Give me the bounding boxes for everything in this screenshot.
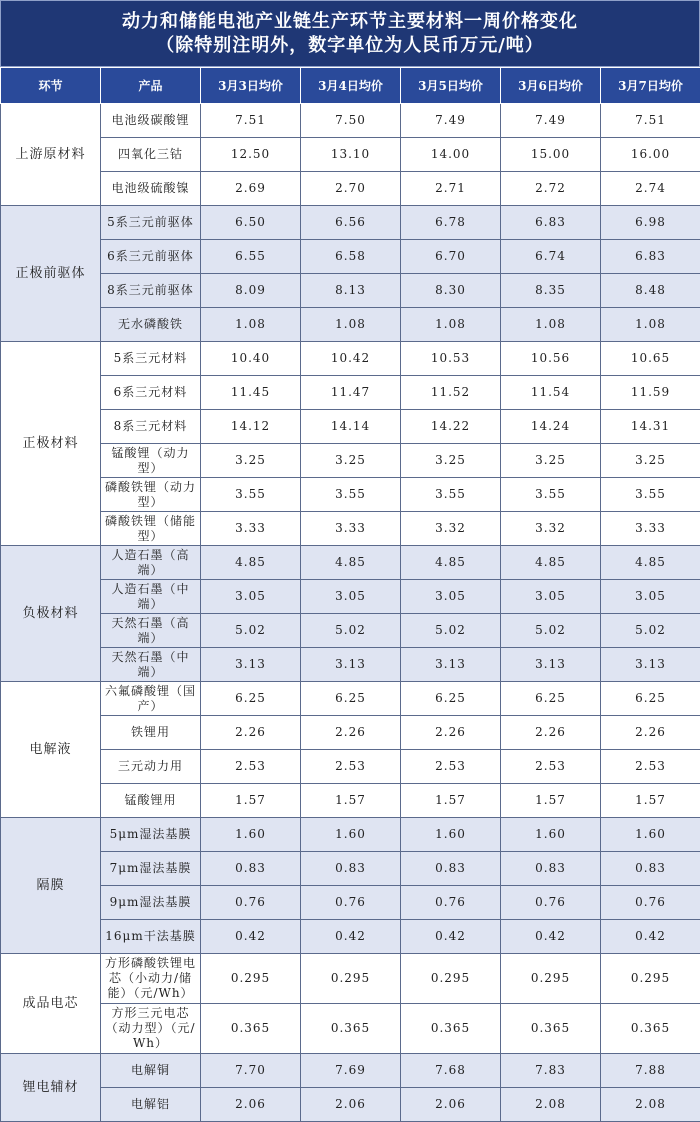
table-row [1, 546, 700, 580]
table-row [1, 852, 700, 886]
price-cell: 2.71 [401, 172, 501, 206]
price-cell: 1.57 [401, 784, 501, 818]
price-cell: 3.13 [501, 648, 601, 682]
price-cell: 3.13 [201, 648, 301, 682]
price-table [0, 67, 700, 1122]
price-cell: 2.53 [401, 750, 501, 784]
price-cell: 8.35 [501, 274, 601, 308]
price-cell: 2.72 [501, 172, 601, 206]
price-cell: 6.98 [601, 206, 700, 240]
price-cell: 14.12 [201, 410, 301, 444]
title-line-2: （除特别注明外，数字单位为人民币万元/吨） [156, 34, 544, 58]
product-cell: 9μm湿法基膜 [101, 886, 201, 920]
price-cell: 3.33 [201, 512, 301, 546]
price-cell: 11.45 [201, 376, 301, 410]
price-cell: 10.53 [401, 342, 501, 376]
price-cell: 10.40 [201, 342, 301, 376]
price-cell: 2.74 [601, 172, 700, 206]
price-cell: 2.53 [601, 750, 700, 784]
header-product: 产品 [101, 68, 201, 104]
price-cell: 3.55 [601, 478, 700, 512]
price-cell: 14.14 [301, 410, 401, 444]
price-cell: 2.53 [501, 750, 601, 784]
header-row [1, 68, 700, 104]
price-cell: 3.32 [501, 512, 601, 546]
price-cell: 2.69 [201, 172, 301, 206]
product-cell: 四氧化三钴 [101, 138, 201, 172]
price-cell: 3.05 [301, 580, 401, 614]
table-row [1, 274, 700, 308]
table-row [1, 1004, 700, 1054]
price-cell: 3.05 [201, 580, 301, 614]
price-cell: 1.57 [301, 784, 401, 818]
header-date-4: 3月6日均价 [501, 68, 601, 104]
product-cell: 三元动力用 [101, 750, 201, 784]
table-row [1, 104, 700, 138]
header-date-5: 3月7日均价 [601, 68, 700, 104]
price-cell: 1.08 [301, 308, 401, 342]
price-cell: 0.295 [401, 954, 501, 1004]
title-line-1: 动力和储能电池产业链生产环节主要材料一周价格变化 [122, 10, 578, 34]
table-row [1, 478, 700, 512]
price-cell: 1.60 [301, 818, 401, 852]
price-cell: 7.51 [601, 104, 700, 138]
price-cell: 0.42 [301, 920, 401, 954]
price-cell: 5.02 [201, 614, 301, 648]
price-cell: 1.60 [201, 818, 301, 852]
price-cell: 6.25 [601, 682, 700, 716]
price-cell: 4.85 [601, 546, 700, 580]
price-cell: 3.13 [601, 648, 700, 682]
price-cell: 3.25 [201, 444, 301, 478]
price-cell: 6.55 [201, 240, 301, 274]
price-cell: 3.55 [401, 478, 501, 512]
price-cell: 7.49 [401, 104, 501, 138]
price-cell: 2.53 [301, 750, 401, 784]
price-cell: 0.42 [201, 920, 301, 954]
product-cell: 6系三元前驱体 [101, 240, 201, 274]
price-cell: 0.365 [601, 1004, 700, 1054]
price-cell: 3.25 [601, 444, 700, 478]
price-cell: 5.02 [501, 614, 601, 648]
segment-cell: 隔膜 [1, 818, 101, 954]
product-cell: 六氟磷酸锂（国产） [101, 682, 201, 716]
price-cell: 7.70 [201, 1054, 301, 1088]
price-cell: 0.365 [201, 1004, 301, 1054]
table-row [1, 444, 700, 478]
price-cell: 1.08 [401, 308, 501, 342]
price-cell: 3.55 [501, 478, 601, 512]
price-cell: 6.83 [501, 206, 601, 240]
price-cell: 6.78 [401, 206, 501, 240]
price-cell: 2.26 [501, 716, 601, 750]
table-row [1, 1088, 700, 1122]
table-row [1, 784, 700, 818]
product-cell: 人造石墨（中端） [101, 580, 201, 614]
price-cell: 11.59 [601, 376, 700, 410]
price-cell: 7.49 [501, 104, 601, 138]
price-cell: 5.02 [601, 614, 700, 648]
price-cell: 3.32 [401, 512, 501, 546]
price-cell: 4.85 [201, 546, 301, 580]
price-cell: 1.08 [501, 308, 601, 342]
segment-cell: 电解液 [1, 682, 101, 818]
price-cell: 13.10 [301, 138, 401, 172]
segment-cell: 锂电辅材 [1, 1054, 101, 1122]
price-cell: 1.60 [601, 818, 700, 852]
price-cell: 0.365 [401, 1004, 501, 1054]
price-cell: 2.06 [301, 1088, 401, 1122]
product-cell: 电解铜 [101, 1054, 201, 1088]
product-cell: 方形三元电芯（动力型）（元/Wh） [101, 1004, 201, 1054]
price-cell: 16.00 [601, 138, 700, 172]
price-cell: 0.83 [301, 852, 401, 886]
price-cell: 12.50 [201, 138, 301, 172]
table-row [1, 240, 700, 274]
price-cell: 4.85 [401, 546, 501, 580]
price-cell: 5.02 [301, 614, 401, 648]
price-cell: 6.25 [401, 682, 501, 716]
price-cell: 0.42 [501, 920, 601, 954]
price-cell: 14.31 [601, 410, 700, 444]
price-cell: 7.69 [301, 1054, 401, 1088]
price-cell: 10.56 [501, 342, 601, 376]
price-cell: 2.70 [301, 172, 401, 206]
price-cell: 0.83 [201, 852, 301, 886]
price-cell: 6.70 [401, 240, 501, 274]
price-cell: 1.57 [601, 784, 700, 818]
table-row [1, 376, 700, 410]
table-row [1, 206, 700, 240]
price-cell: 0.76 [201, 886, 301, 920]
price-cell: 8.30 [401, 274, 501, 308]
price-cell: 8.48 [601, 274, 700, 308]
product-cell: 8系三元前驱体 [101, 274, 201, 308]
price-cell: 3.33 [301, 512, 401, 546]
table-row [1, 342, 700, 376]
table-row [1, 580, 700, 614]
price-cell: 3.55 [301, 478, 401, 512]
price-cell: 11.47 [301, 376, 401, 410]
table-row [1, 750, 700, 784]
product-cell: 电解铝 [101, 1088, 201, 1122]
price-cell: 6.25 [301, 682, 401, 716]
price-cell: 8.09 [201, 274, 301, 308]
product-cell: 5系三元前驱体 [101, 206, 201, 240]
price-cell: 2.26 [201, 716, 301, 750]
price-cell: 0.83 [601, 852, 700, 886]
price-cell: 11.52 [401, 376, 501, 410]
price-cell: 0.295 [301, 954, 401, 1004]
segment-cell: 上游原材料 [1, 104, 101, 206]
price-cell: 1.57 [201, 784, 301, 818]
table-row [1, 682, 700, 716]
price-cell: 3.05 [501, 580, 601, 614]
price-cell: 14.24 [501, 410, 601, 444]
table-row [1, 954, 700, 1004]
price-cell: 6.50 [201, 206, 301, 240]
price-cell: 0.295 [601, 954, 700, 1004]
price-cell: 2.06 [401, 1088, 501, 1122]
price-cell: 14.22 [401, 410, 501, 444]
price-cell: 0.42 [401, 920, 501, 954]
price-cell: 7.68 [401, 1054, 501, 1088]
price-cell: 0.365 [501, 1004, 601, 1054]
product-cell: 人造石墨（高端） [101, 546, 201, 580]
header-date-2: 3月4日均价 [301, 68, 401, 104]
price-cell: 3.05 [601, 580, 700, 614]
price-cell: 3.13 [401, 648, 501, 682]
segment-cell: 成品电芯 [1, 954, 101, 1054]
price-cell: 0.76 [601, 886, 700, 920]
segment-cell: 正极前驱体 [1, 206, 101, 342]
price-cell: 1.60 [501, 818, 601, 852]
table-row [1, 512, 700, 546]
product-cell: 铁锂用 [101, 716, 201, 750]
price-cell: 5.02 [401, 614, 501, 648]
table-row [1, 716, 700, 750]
product-cell: 锰酸锂用 [101, 784, 201, 818]
segment-cell: 负极材料 [1, 546, 101, 682]
price-cell: 0.83 [501, 852, 601, 886]
table-row [1, 138, 700, 172]
price-cell: 11.54 [501, 376, 601, 410]
table-row [1, 818, 700, 852]
price-cell: 6.56 [301, 206, 401, 240]
product-cell: 电池级硫酸镍 [101, 172, 201, 206]
price-cell: 2.06 [201, 1088, 301, 1122]
price-cell: 2.26 [601, 716, 700, 750]
price-cell: 2.26 [301, 716, 401, 750]
price-cell: 15.00 [501, 138, 601, 172]
price-cell: 6.25 [201, 682, 301, 716]
table-row [1, 172, 700, 206]
table-row [1, 648, 700, 682]
price-cell: 0.42 [601, 920, 700, 954]
price-cell: 2.08 [601, 1088, 700, 1122]
product-cell: 磷酸铁锂（储能型） [101, 512, 201, 546]
product-cell: 5μm湿法基膜 [101, 818, 201, 852]
product-cell: 5系三元材料 [101, 342, 201, 376]
header-segment: 环节 [1, 68, 101, 104]
price-cell: 6.58 [301, 240, 401, 274]
price-cell: 7.83 [501, 1054, 601, 1088]
product-cell: 7μm湿法基膜 [101, 852, 201, 886]
price-cell: 1.08 [601, 308, 700, 342]
price-cell: 2.08 [501, 1088, 601, 1122]
product-cell: 天然石墨（中端） [101, 648, 201, 682]
table-row [1, 308, 700, 342]
product-cell: 6系三元材料 [101, 376, 201, 410]
price-cell: 4.85 [301, 546, 401, 580]
price-cell: 3.33 [601, 512, 700, 546]
price-cell: 3.25 [301, 444, 401, 478]
price-cell: 7.88 [601, 1054, 700, 1088]
product-cell: 无水磷酸铁 [101, 308, 201, 342]
price-cell: 6.74 [501, 240, 601, 274]
price-cell: 2.53 [201, 750, 301, 784]
product-cell: 方形磷酸铁锂电芯（小动力/储能）（元/Wh） [101, 954, 201, 1004]
table-row [1, 886, 700, 920]
price-cell: 1.57 [501, 784, 601, 818]
price-cell: 0.295 [201, 954, 301, 1004]
table-body [1, 104, 700, 1122]
price-cell: 14.00 [401, 138, 501, 172]
price-cell: 3.25 [501, 444, 601, 478]
price-cell: 3.55 [201, 478, 301, 512]
price-cell: 3.05 [401, 580, 501, 614]
price-cell: 0.76 [401, 886, 501, 920]
price-cell: 7.51 [201, 104, 301, 138]
product-cell: 16μm干法基膜 [101, 920, 201, 954]
price-cell: 1.60 [401, 818, 501, 852]
price-cell: 10.42 [301, 342, 401, 376]
table-title [0, 0, 700, 67]
price-cell: 8.13 [301, 274, 401, 308]
price-cell: 1.08 [201, 308, 301, 342]
price-cell: 0.295 [501, 954, 601, 1004]
price-cell: 3.13 [301, 648, 401, 682]
header-date-3: 3月5日均价 [401, 68, 501, 104]
price-cell: 0.76 [301, 886, 401, 920]
product-cell: 电池级碳酸锂 [101, 104, 201, 138]
price-cell: 2.26 [401, 716, 501, 750]
price-cell: 6.25 [501, 682, 601, 716]
price-cell: 10.65 [601, 342, 700, 376]
price-cell: 0.76 [501, 886, 601, 920]
table-row [1, 1054, 700, 1088]
product-cell: 天然石墨（高端） [101, 614, 201, 648]
price-cell: 0.83 [401, 852, 501, 886]
price-cell: 0.365 [301, 1004, 401, 1054]
price-cell: 6.83 [601, 240, 700, 274]
segment-cell: 正极材料 [1, 342, 101, 546]
product-cell: 8系三元材料 [101, 410, 201, 444]
product-cell: 磷酸铁锂（动力型） [101, 478, 201, 512]
product-cell: 锰酸锂（动力型） [101, 444, 201, 478]
price-cell: 3.25 [401, 444, 501, 478]
table-row [1, 920, 700, 954]
header-date-1: 3月3日均价 [201, 68, 301, 104]
table-row [1, 410, 700, 444]
table-row [1, 614, 700, 648]
price-cell: 7.50 [301, 104, 401, 138]
price-cell: 4.85 [501, 546, 601, 580]
